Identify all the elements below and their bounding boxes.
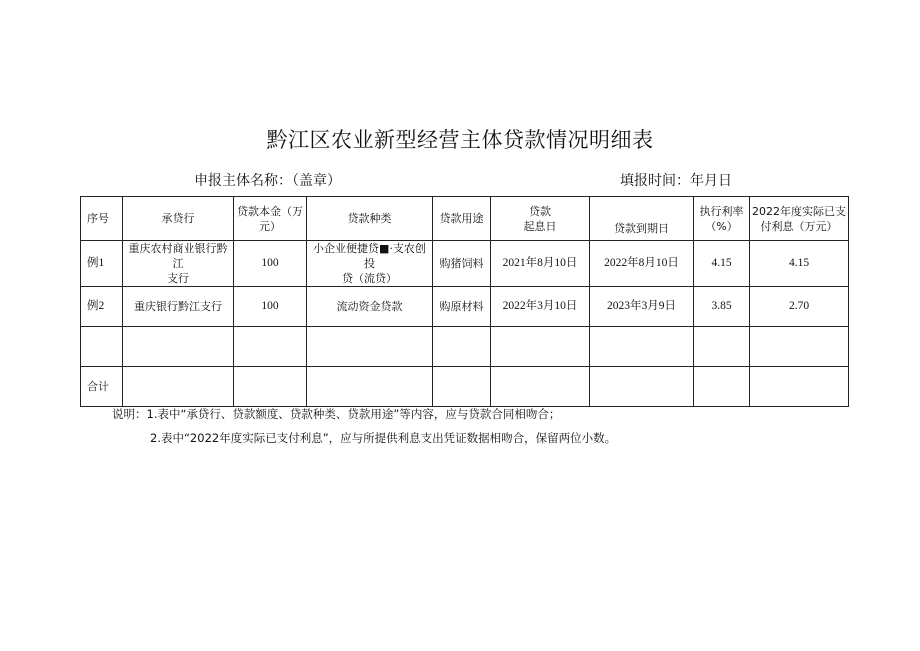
table-row bbox=[81, 241, 849, 287]
row-start: 2021年8月10日 bbox=[491, 241, 590, 287]
header-principal bbox=[234, 197, 307, 241]
header-bank: 承贷行 bbox=[123, 197, 234, 241]
header-interest-line1: 2022年度实际已支 bbox=[752, 204, 846, 218]
row-type-line2: 贷（流贷） bbox=[342, 272, 397, 285]
row-type bbox=[307, 241, 433, 287]
row-principal: 100 bbox=[234, 287, 307, 327]
row-use: 购原材料 bbox=[433, 287, 491, 327]
applicant-label: 申报主体名称：（盖章） bbox=[194, 173, 341, 189]
page-title: 黔江区农业新型经营主体贷款情况明细表 bbox=[266, 128, 654, 152]
row-start: 2022年3月10日 bbox=[491, 287, 590, 327]
header-start bbox=[491, 197, 590, 241]
row-end: 2023年3月9日 bbox=[590, 287, 694, 327]
header-rate bbox=[694, 197, 750, 241]
total-label: 合计 bbox=[81, 367, 123, 407]
row-bank-line2: 支行 bbox=[167, 272, 189, 285]
header-use: 贷款用途 bbox=[433, 197, 491, 241]
note-line-1: 说明：1.表中“承贷行、贷款额度、贷款种类、贷款用途”等内容，应与贷款合同相吻合； bbox=[112, 407, 561, 421]
row-bank: 重庆银行黔江支行 bbox=[123, 287, 234, 327]
header-interest-line2: 付利息（万元） bbox=[760, 219, 838, 233]
header-start-line2: 起息日 bbox=[523, 219, 557, 233]
row-interest: 2.70 bbox=[750, 287, 849, 327]
header-principal-line2: 元） bbox=[259, 219, 281, 233]
header-end: 贷款到期日 bbox=[590, 197, 694, 241]
table-row bbox=[81, 287, 849, 327]
header-interest bbox=[750, 197, 849, 241]
header-rate-line2: （%） bbox=[705, 219, 738, 233]
header-start-line1: 贷款 bbox=[529, 204, 551, 218]
row-bank bbox=[123, 241, 234, 287]
empty-row bbox=[81, 327, 849, 367]
row-type-line1: 小企业便捷贷■·支农创投 bbox=[313, 242, 426, 270]
row-bank-line1: 重庆农村商业银行黔江 bbox=[128, 242, 228, 270]
row-use: 购猪饲料 bbox=[433, 241, 491, 287]
total-row bbox=[81, 367, 849, 407]
header-seq: 序号 bbox=[81, 197, 123, 241]
row-type: 流动资金贷款 bbox=[307, 287, 433, 327]
row-rate: 3.85 bbox=[694, 287, 750, 327]
row-seq: 例1 bbox=[81, 241, 123, 287]
row-seq: 例2 bbox=[81, 287, 123, 327]
header-rate-line1: 执行利率 bbox=[699, 204, 744, 218]
row-end: 2022年8月10日 bbox=[590, 241, 694, 287]
header-row bbox=[81, 197, 849, 241]
header-principal-line1: 贷款本金（万 bbox=[237, 204, 303, 218]
loan-detail-table bbox=[80, 196, 849, 407]
row-principal: 100 bbox=[234, 241, 307, 287]
fill-time-label: 填报时间：年月日 bbox=[620, 173, 732, 189]
header-type: 贷款种类 bbox=[307, 197, 433, 241]
note-line-2: 2.表中“2022年度实际已支付利息”，应与所提供利息支出凭证数据相吻合，保留两位小数。 bbox=[150, 431, 617, 445]
row-interest: 4.15 bbox=[750, 241, 849, 287]
row-rate: 4.15 bbox=[694, 241, 750, 287]
